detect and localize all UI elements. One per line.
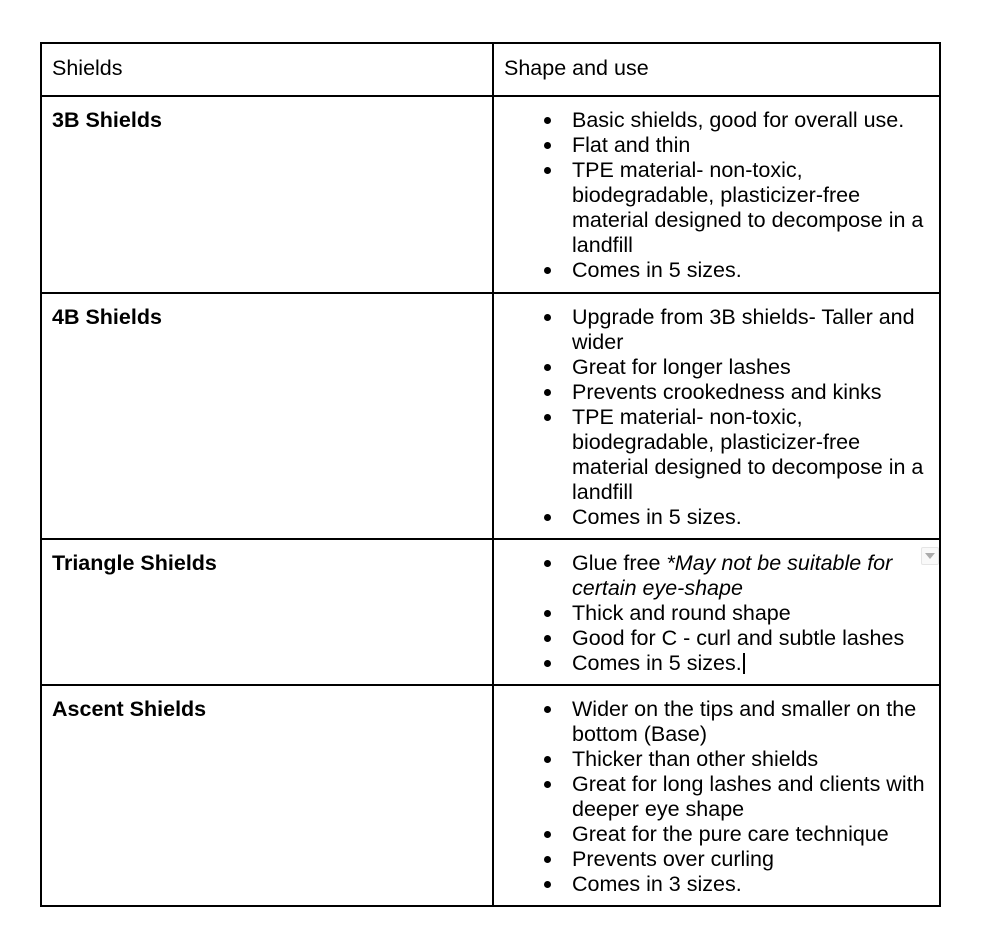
header-cell-shields[interactable]: [42, 44, 494, 95]
bullet-italic-text: *May not be suitable for certain eye-shape: [572, 551, 893, 600]
bullet-text: Upgrade from 3B shields- Taller and wider: [572, 305, 915, 354]
bullet-item: [572, 747, 935, 772]
bullet-text: Thicker than other shields: [572, 747, 819, 771]
row-title-cell[interactable]: [42, 294, 494, 538]
bullet-item: [572, 405, 935, 505]
table-header-row: [42, 44, 939, 95]
bullet-item: [572, 305, 935, 355]
bullet-item: [572, 133, 935, 158]
header-label-shape-and-use: Shape and use: [504, 56, 649, 80]
text-cursor: [743, 653, 745, 674]
row-title-cell[interactable]: [42, 540, 494, 684]
bullet-item: [572, 258, 935, 283]
bullet-text: Comes in 3 sizes.: [572, 872, 742, 896]
bullet-text: Comes in 5 sizes.: [572, 651, 742, 675]
bullet-text: Wider on the tips and smaller on the bottom (Base): [572, 697, 917, 746]
bullet-text: TPE material- non-toxic, biodegradable, plasticizer-free material designed to decompose in a landfill: [572, 158, 924, 257]
row-bullets-cell[interactable]: [494, 97, 939, 292]
table-row: [42, 95, 939, 292]
bullet-item: [572, 872, 935, 897]
bullet-item: [572, 697, 935, 747]
bullet-text: Thick and round shape: [572, 601, 791, 625]
bullet-text: Great for the pure care technique: [572, 822, 889, 846]
header-label-shields: Shields: [52, 56, 123, 80]
bullet-list: [494, 108, 935, 283]
bullet-text: Prevents crookedness and kinks: [572, 380, 882, 404]
bullet-item: [572, 601, 935, 626]
bullet-text: Prevents over curling: [572, 847, 774, 871]
row-title-cell[interactable]: [42, 97, 494, 292]
row-title: 4B Shields: [52, 305, 162, 329]
row-title: 3B Shields: [52, 108, 162, 132]
bullet-item: [572, 822, 935, 847]
table-dropdown-button[interactable]: [921, 547, 939, 565]
row-bullets-cell[interactable]: [494, 686, 939, 905]
bullet-item: [572, 847, 935, 872]
row-title-cell[interactable]: [42, 686, 494, 905]
bullet-item: [572, 355, 935, 380]
row-title: Triangle Shields: [52, 551, 217, 575]
bullet-item: [572, 551, 935, 601]
table-row: [42, 684, 939, 905]
bullet-text: Flat and thin: [572, 133, 691, 157]
bullet-list: [494, 551, 935, 676]
chevron-down-icon: [925, 553, 935, 559]
bullet-text: Great for long lashes and clients with deeper eye shape: [572, 772, 925, 821]
bullet-list: [494, 305, 935, 530]
bullet-item: [572, 772, 935, 822]
header-cell-shape-and-use[interactable]: [494, 44, 939, 95]
bullet-item: [572, 158, 935, 258]
bullet-list: [494, 697, 935, 897]
bullet-item: [572, 108, 935, 133]
bullet-item: [572, 380, 935, 405]
bullet-item: [572, 505, 935, 530]
table-body: [42, 95, 939, 905]
bullet-text: Glue free: [572, 551, 667, 575]
bullet-text: Basic shields, good for overall use.: [572, 108, 905, 132]
bullet-text: Comes in 5 sizes.: [572, 258, 742, 282]
shields-table: [40, 42, 941, 907]
row-bullets-cell[interactable]: [494, 540, 939, 684]
bullet-text: Good for C - curl and subtle lashes: [572, 626, 905, 650]
bullet-item: [572, 651, 935, 676]
bullet-text: TPE material- non-toxic, biodegradable, plasticizer-free material designed to decompose in a landfill: [572, 405, 924, 504]
bullet-item: [572, 626, 935, 651]
bullet-text: Comes in 5 sizes.: [572, 505, 742, 529]
row-bullets-cell[interactable]: [494, 294, 939, 538]
row-title: Ascent Shields: [52, 697, 207, 721]
bullet-text: Great for longer lashes: [572, 355, 791, 379]
table-row: [42, 538, 939, 684]
table-row: [42, 292, 939, 538]
